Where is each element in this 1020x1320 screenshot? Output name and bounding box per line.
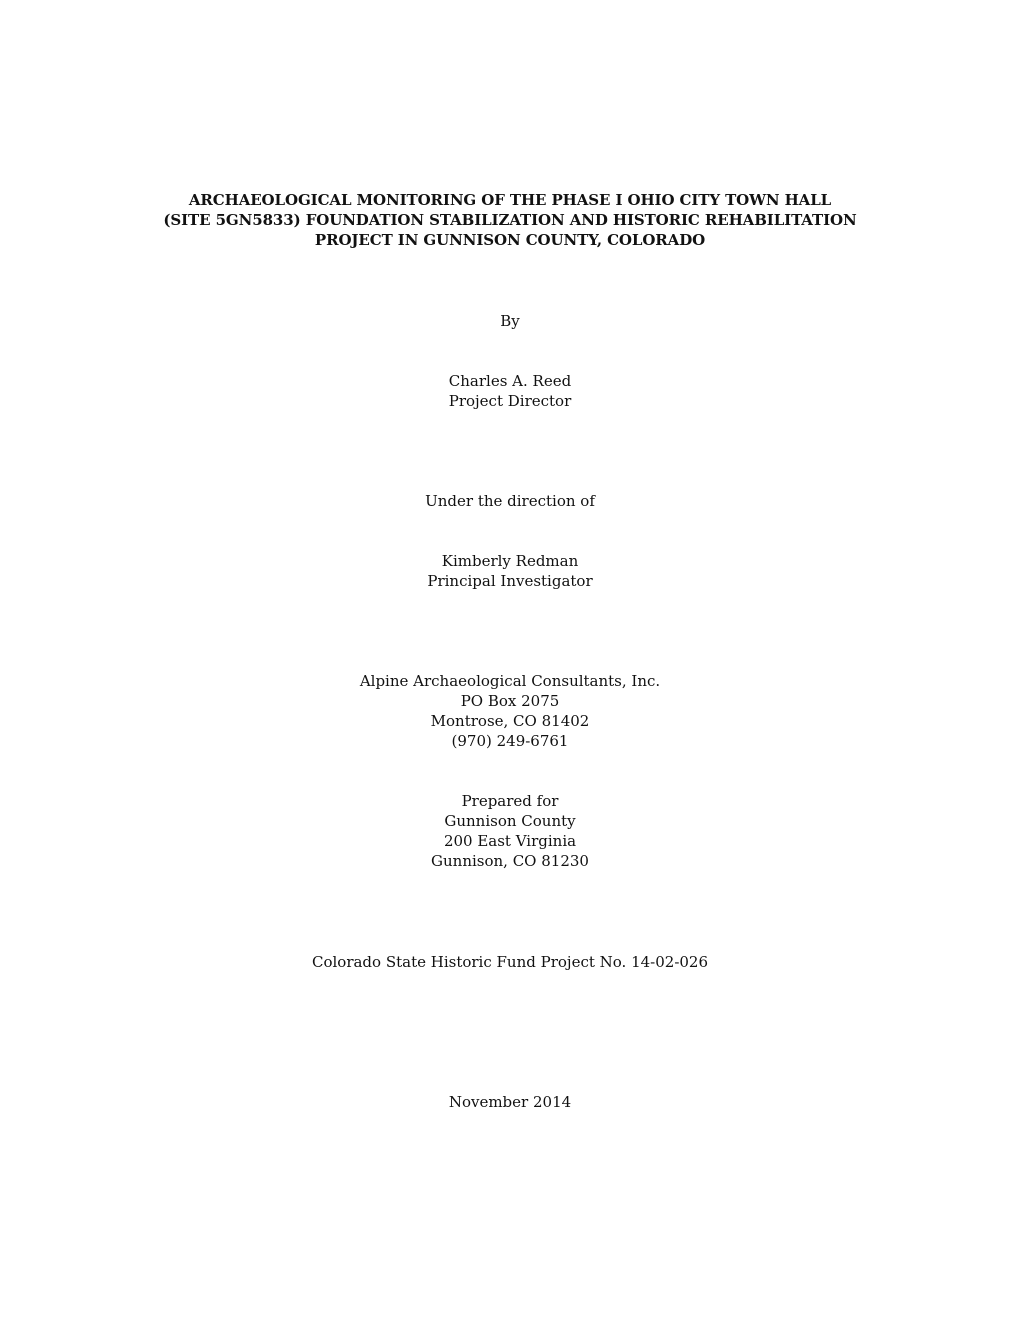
company-po-box: PO Box 2075 [460,692,560,710]
company-phone: (970) 249-6761 [451,732,569,750]
by-text: By [500,312,520,330]
report-title [0,190,1020,250]
project-number: Colorado State Historic Fund Project No. 14-02-026 [311,953,709,971]
principal-investigator-block [0,551,1020,591]
by-line [0,311,1020,331]
prepared-for-label: Prepared for [461,792,559,810]
prepared-for-street: 200 East Virginia [443,832,577,850]
direction-text: Under the direction of [425,492,595,510]
prepared-for-block [0,791,1020,871]
author-role: Project Director [448,392,572,410]
report-date: November 2014 [448,1093,572,1111]
date-line [0,1092,1020,1112]
author-block [0,371,1020,411]
prepared-for-name: Gunnison County [444,812,576,830]
principal-investigator-role: Principal Investigator [427,572,593,590]
prepared-for-city: Gunnison, CO 81230 [431,852,589,870]
company-name: Alpine Archaeological Consultants, Inc. [359,672,661,690]
company-block [0,671,1020,751]
report-title-line-1: ARCHAEOLOGICAL MONITORING OF THE PHASE I OHIO CITY TOWN HALL [188,191,832,209]
company-city: Montrose, CO 81402 [430,712,590,730]
principal-investigator-name: Kimberly Redman [441,552,579,570]
report-title-line-2: (SITE 5GN5833) FOUNDATION STABILIZATION AND HISTORIC REHABILITATION [163,211,857,229]
author-name: Charles A. Reed [448,372,572,390]
project-number-line [0,952,1020,972]
report-title-line-3: PROJECT IN GUNNISON COUNTY, COLORADO [314,231,706,249]
direction-line [0,491,1020,511]
